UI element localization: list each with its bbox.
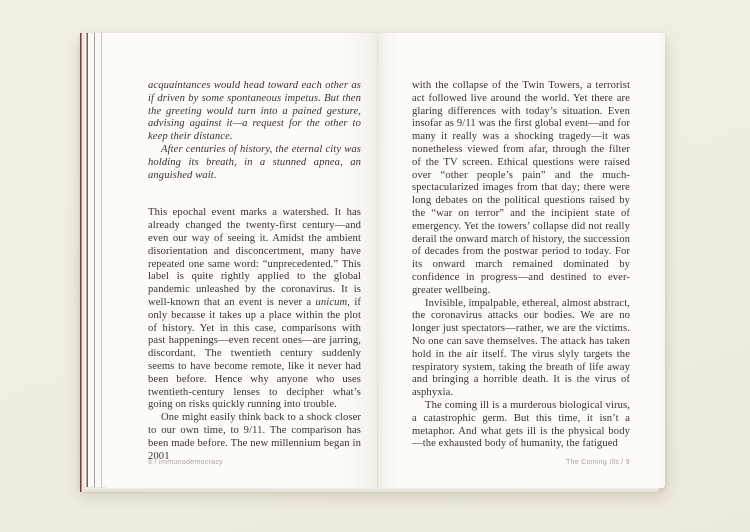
- body-paragraph: The coming ill is a murderous biological virus, a catastrophic germ. But this time, it isn’t a metaphor. And what gets ill is the physical body—the exhausted body of humanity, the fatigued: [412, 399, 630, 450]
- page-edges-left: [80, 33, 106, 492]
- epigraph-paragraph-continued: acquaintances would head toward each other as if driven by some spontaneous impetus. But then the greeting would turn into a pained gesture, advising against it—a request for the other to keep their distance.: [148, 80, 361, 143]
- left-page-text-column: [148, 80, 361, 463]
- epigraph-paragraph: After centuries of history, the eternal city was holding its breath, in a stunned apnea, an anguished wait.: [148, 143, 361, 181]
- open-book: [80, 33, 665, 488]
- body-paragraph: One might easily think back to a shock closer to our own time, to 9/11. The comparison has been made before. The new millennium began in 2001: [148, 412, 361, 462]
- left-running-footer: 8 / Immunodemocracy: [148, 459, 223, 466]
- body-paragraph-text: This epochal event marks a watershed. It has already changed the twenty-first century—and even our way of seeing it. Amidst the ambient disorientation and disconcertment, many have repeated one same word: “unprecedented.” This label is quite rightly applied to the global pandemic unleashed by the coronavirus. It is well-known that an event is never a: [148, 207, 361, 308]
- right-running-footer: The Coming Ills / 9: [565, 459, 630, 466]
- right-page: [378, 33, 665, 488]
- body-paragraph: [148, 207, 361, 412]
- body-paragraph-continued: with the collapse of the Twin Towers, a terrorist act followed live around the world. Yet there are glaring differences with today’s situation. Even insofar as 9/11 was the first global event—and for many it really was a shocking tragedy—it was nonetheless viewed from afar, through the filter of the TV screen. Ethical questions were raised over “other people’s pain” and the much-spectacularized images from that day; there were long debates on the political questions raised by the “war on terror” and the incipient state of emergency. Yet the towers’ collapse did not really derail the onward march of history, the succession of decades from the postwar period to today. For its onward march remained dominated by confidence in progress—and destined to ever-greater wellbeing.: [412, 80, 630, 296]
- body-paragraph: Invisible, impalpable, ethereal, almost abstract, the coronavirus attacks our bodies. We are no longer just spectators—rather, we are the victims. No one can save themselves. The attack has taken hold in the air itself. The virus slyly targets the respiratory system, taking the breath of life away and bringing a horrible death. It is the virus of asphyxia.: [412, 297, 630, 399]
- italic-term: unicum: [315, 296, 348, 308]
- left-page: [106, 33, 378, 488]
- right-page-text-column: [412, 80, 630, 451]
- body-paragraph-text: , if only because it takes up a place within the plot of history. Yet in this case, comparisons with past happenings—even recent ones—are jarring, discordant. The twentieth century suddenly seems to have become remote, like it never had been before. Hence why anyone who uses twentieth-century lenses to decipher what’s going on risks quickly running into trouble.: [148, 296, 361, 411]
